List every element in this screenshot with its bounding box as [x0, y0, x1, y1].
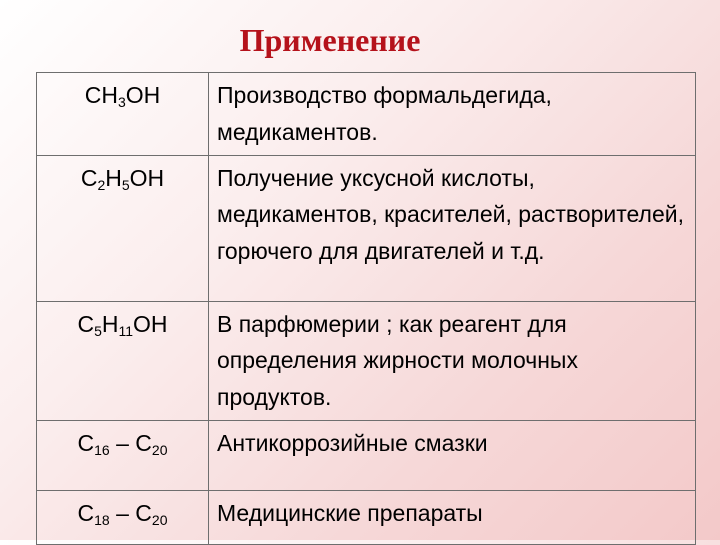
formula-subscript: 3 — [117, 94, 126, 110]
usage-cell: Медицинские препараты — [209, 490, 696, 544]
formula-subscript: 11 — [118, 322, 134, 339]
formula-subscript: 5 — [94, 322, 102, 339]
formula-subscript: 2 — [97, 176, 106, 193]
formula-text: C — [77, 429, 95, 456]
formula-cell — [37, 490, 209, 544]
table-row — [37, 490, 696, 544]
applications-table — [36, 72, 696, 545]
formula-subscript: 5 — [121, 176, 130, 193]
formula-text: – C — [109, 429, 152, 456]
formula-text: C — [77, 310, 95, 337]
formula-subscript: 20 — [151, 511, 168, 528]
formula-text: CH — [84, 82, 118, 108]
slide-title: Применение — [239, 22, 421, 58]
formula-cell — [37, 155, 209, 301]
usage-cell: В парфюмерии ; как реагент для определения жирности молочных продуктов. — [209, 301, 696, 420]
formula-text: C — [77, 499, 95, 526]
formula-subscript: 18 — [94, 511, 110, 528]
formula-text: OH — [129, 164, 165, 191]
table-row — [37, 73, 696, 156]
table-row — [37, 420, 696, 490]
formula-text: H — [105, 164, 122, 191]
formula-subscript: 20 — [151, 441, 168, 458]
formula-text: OH — [133, 310, 168, 337]
formula-cell — [37, 73, 209, 156]
table-row — [37, 301, 696, 420]
formula-text: OH — [125, 82, 161, 108]
table-row — [37, 155, 696, 301]
formula-text: H — [101, 310, 119, 337]
formula-cell — [37, 420, 209, 490]
usage-cell: Антикоррозийные смазки — [209, 420, 696, 490]
usage-cell: Получение уксусной кислоты, медикаментов, красителей, растворителей, горючего для двигателей и т.д. — [209, 155, 696, 301]
formula-subscript: 16 — [94, 441, 110, 458]
formula-text: C — [80, 164, 98, 191]
usage-cell: Производство формальдегида, медикаментов. — [209, 73, 696, 156]
formula-cell — [37, 301, 209, 420]
formula-text: – C — [109, 499, 152, 526]
